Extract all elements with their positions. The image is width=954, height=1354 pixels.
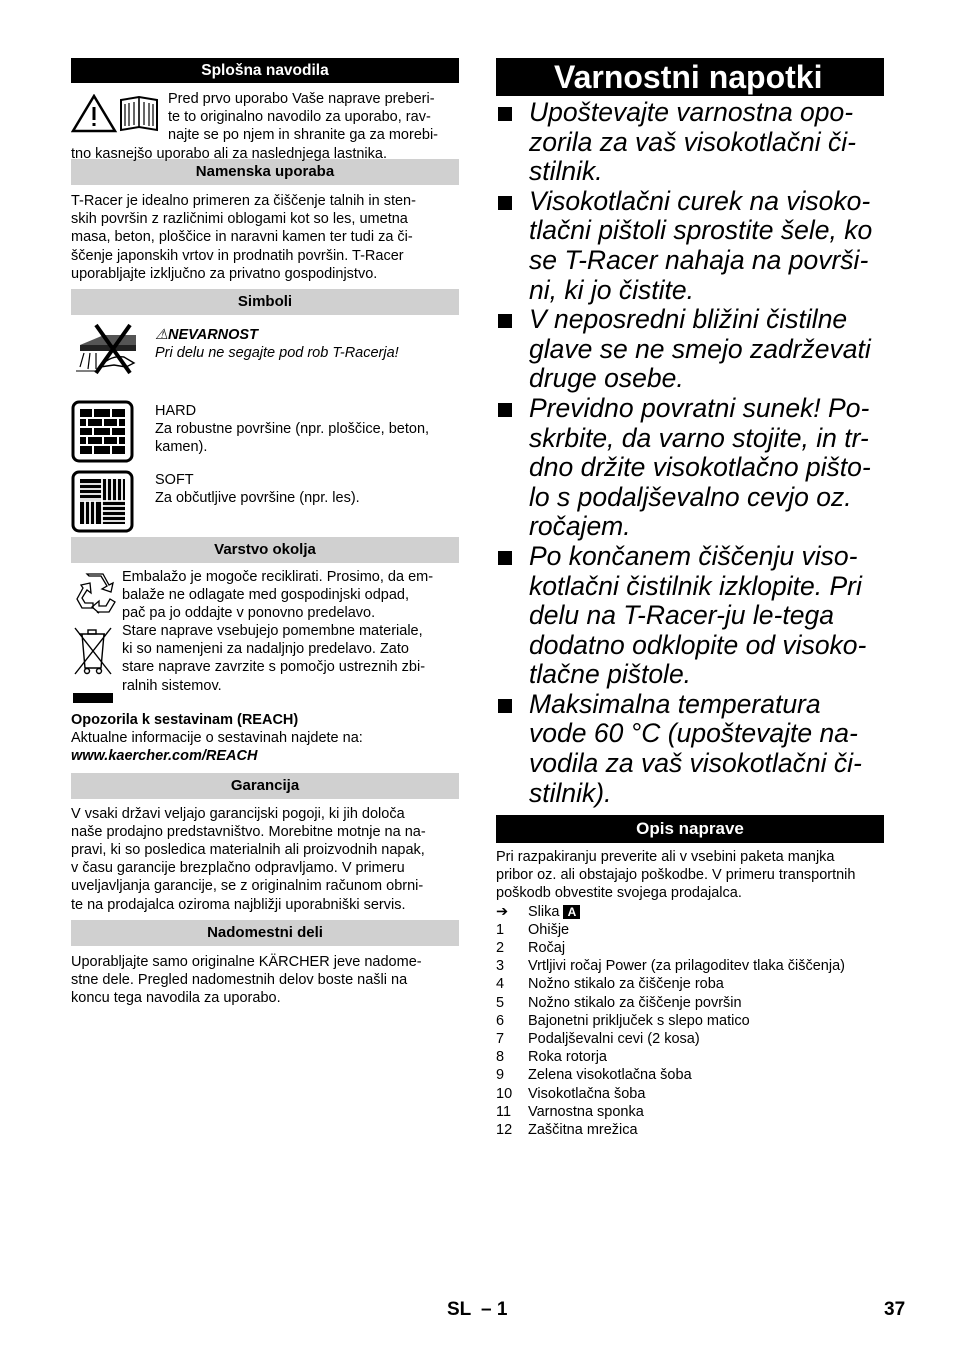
text-line: Pri razpakiranju preverite ali v vsebini paketa manjka — [496, 849, 835, 865]
text-line: te to originalno navodilo za uporabo, rav- — [168, 109, 431, 126]
square-bullet-icon — [498, 107, 512, 121]
text-line: Uporabljajte samo originalne KÄRCHER jeve nadome- — [71, 953, 422, 970]
reach-title: Opozorila k sestavinam (REACH) — [71, 712, 299, 729]
soft-note — [155, 471, 360, 507]
part-item — [496, 1012, 896, 1030]
text-line: stare naprave zavrzite s pomočjo ustreznih zbi- — [122, 659, 426, 676]
part-label: Zaščitna mrežica — [528, 1122, 638, 1139]
part-number: 10 — [496, 1085, 513, 1102]
text-line: druge osebe. — [529, 363, 684, 394]
hard-surface-icon — [71, 400, 134, 463]
text-line: Po končanem čiščenju viso- — [529, 540, 858, 571]
hard-note — [155, 402, 429, 457]
text-line: V vsaki državi veljajo garancijski pogoji, ki jih določa — [71, 805, 405, 822]
page-number: 37 — [884, 1299, 906, 1320]
text-line: uveljavljanja garancije, se z originalnim računom obrni- — [71, 878, 424, 895]
text-line: tno kasnejšo uporabo ali za naslednjega lastnika. — [71, 145, 387, 162]
warranty-text — [71, 805, 459, 914]
part-label: Vrtljivi ročaj Power (za prilagoditev tlaka čiščenja) — [528, 958, 845, 975]
text-line: poškodb obvestite svojega prodajalca. — [496, 885, 742, 902]
text-line: dodatno odklopite od visoko- — [529, 629, 867, 660]
section-heading-spare-parts: Nadomestni deli — [71, 920, 459, 946]
part-item — [496, 957, 896, 975]
text-line: delu na T-Racer-ju le-tega — [529, 600, 834, 631]
recycle-text — [122, 568, 433, 623]
part-label: Podaljševalni cevi (2 kosa) — [528, 1031, 700, 1048]
part-item — [496, 975, 896, 993]
part-number: 12 — [496, 1122, 513, 1139]
figure-reference — [496, 903, 896, 921]
text-line: T-Racer je idealno primeren za čiščenje talnih in sten- — [71, 193, 416, 209]
text-line: uporabljajte izključno za privatno gospodinjstvo. — [71, 265, 378, 282]
text-line: te na prodajalca oziroma najbližji uporabniški servis. — [71, 896, 406, 913]
part-label: Visokotlačna šoba — [528, 1085, 646, 1102]
text-line: vode 60 °C (upoštevajte na- — [529, 718, 858, 749]
part-number: 1 — [496, 921, 505, 938]
soft-text: Za občutljive površine (npr. les). — [155, 490, 360, 507]
recycle-icon — [73, 572, 117, 614]
spare-parts-text — [71, 953, 459, 1008]
square-bullet-icon — [498, 196, 512, 210]
text-line: skrbite, da varno stojite, in tr- — [529, 422, 869, 453]
text-line: lo s podaljševalno cevjo oz. — [529, 481, 852, 512]
text-line: Za robustne površine (npr. ploščice, beton, — [155, 421, 430, 438]
part-item — [496, 1066, 896, 1084]
square-bullet-icon — [498, 314, 512, 328]
text-line: koncu tega navodila za uporabo. — [71, 990, 281, 1007]
part-number: 6 — [496, 1012, 505, 1029]
text-line: V neposredni bližini čistilne — [529, 304, 848, 335]
warning-icon: ⚠ — [155, 327, 168, 344]
footer-subpage: – 1 — [481, 1299, 508, 1320]
part-label: Varnostna sponka — [528, 1103, 644, 1120]
part-label: Zelena visokotlačna šoba — [528, 1067, 692, 1084]
text-line: se T-Racer nahaja na površi- — [529, 244, 869, 275]
text-line: ščenje japonskih vrtov in prodnatih površin. T-Racer — [71, 247, 404, 264]
crossed-bin-icon — [73, 624, 113, 706]
text-line: naše prodajno predstavništvo. Morebitne motnje na na- — [71, 823, 426, 840]
figure-letter-badge: A — [563, 905, 580, 919]
safety-item — [496, 187, 884, 305]
part-number: 9 — [496, 1067, 505, 1084]
text-line: pač pa jo oddajte v ponovno predelavo. — [122, 605, 376, 622]
text-line: kotlačni čistilnik izklopite. Pri — [529, 570, 862, 601]
safety-list — [496, 98, 884, 808]
safety-item — [496, 98, 884, 187]
text-line: v času garancije brezplačno odpravljamo. V primeru — [71, 860, 405, 877]
reach-text: Aktualne informacije o sestavinah najdete na: — [71, 730, 363, 747]
text-line: Upoštevajte varnostna opo- — [529, 97, 854, 127]
text-line: ni, ki jo čistite. — [529, 274, 694, 305]
general-block — [71, 90, 459, 160]
part-number: 11 — [496, 1103, 512, 1120]
weee-text — [122, 622, 425, 695]
reach-link[interactable]: www.kaercher.com/REACH — [71, 748, 258, 765]
part-label: Nožno stikalo za čiščenje roba — [528, 976, 724, 993]
footer-language: SL — [447, 1299, 472, 1320]
text-line: vodila za vaš visokotlačni či- — [529, 748, 862, 779]
square-bullet-icon — [498, 551, 512, 565]
part-label: Ročaj — [528, 940, 566, 957]
square-bullet-icon — [498, 403, 512, 417]
part-number: 3 — [496, 958, 505, 975]
danger-label — [155, 326, 399, 344]
section-heading-symbols: Simboli — [71, 289, 459, 315]
danger-note — [155, 326, 399, 362]
hard-label: HARD — [155, 403, 197, 420]
text-line: Embalažo je mogoče reciklirati. Prosimo, da em- — [122, 569, 434, 586]
text-line: stne dele. Pregled nadomestnih delov boste našli na — [71, 972, 408, 989]
text-line: najte se po njem in shranite ga za morebi- — [168, 127, 439, 144]
part-label: Ohišje — [528, 921, 570, 938]
figure-label: Slika — [528, 903, 560, 920]
symbols-block — [71, 315, 459, 537]
arrow-right-icon: ➔ — [496, 903, 509, 920]
part-number: 7 — [496, 1031, 505, 1048]
square-bullet-icon — [498, 699, 512, 713]
do-not-reach-under-icon — [74, 323, 140, 377]
part-item — [496, 939, 896, 957]
text-line: zorila za vaš visokotlačni či- — [529, 126, 856, 157]
part-number: 5 — [496, 994, 505, 1011]
section-heading-general: Splošna navodila — [71, 58, 459, 83]
part-label: Bajonetni priključek s slepo matico — [528, 1012, 750, 1029]
general-text-indented — [168, 90, 438, 145]
right-column — [496, 58, 884, 1139]
part-item — [496, 994, 896, 1012]
part-number: 2 — [496, 940, 505, 957]
section-heading-warranty: Garancija — [71, 773, 459, 799]
text-line: skih površin z različnimi oblogami kot so les, umetna — [71, 211, 408, 228]
part-label: Nožno stikalo za čiščenje površin — [528, 994, 742, 1011]
reach-block — [71, 711, 459, 766]
section-heading-description: Opis naprave — [496, 815, 884, 843]
description-block — [496, 848, 896, 1139]
safety-heading: Varnostni napotki — [496, 58, 884, 96]
safety-item — [496, 394, 884, 542]
text-line: pravi, ki so posledica materialnih ali proizvodnih napak, — [71, 842, 425, 859]
text-line: Maksimalna temperatura — [529, 688, 821, 719]
text-line: glave se ne smejo zadrževati — [529, 333, 871, 364]
text-line: masa, beton, ploščice in naravni kamen ter tudi za či- — [71, 229, 413, 246]
soft-surface-icon — [71, 470, 134, 533]
part-label: Roka rotorja — [528, 1049, 607, 1066]
section-heading-environment: Varstvo okolja — [71, 537, 459, 563]
text-line: ki so namenjeni za nadaljnjo predelavo. Zato — [122, 641, 409, 658]
text-line: ročajem. — [529, 511, 631, 542]
text-line: stilnik). — [529, 777, 612, 808]
text-line: kamen). — [155, 439, 208, 456]
environment-block — [71, 563, 459, 701]
part-item — [496, 1085, 896, 1103]
intended-use-text — [71, 192, 459, 283]
danger-label-text: NEVARNOST — [168, 327, 258, 344]
parts-list — [496, 921, 896, 1139]
text-line: Previdno povratni sunek! Po- — [529, 392, 870, 423]
text-line: tlačne pištole. — [529, 659, 692, 690]
section-heading-intended-use: Namenska uporaba — [71, 159, 459, 185]
part-number: 4 — [496, 976, 505, 993]
text-line: Visokotlačni curek na visoko- — [529, 185, 871, 216]
danger-text: Pri delu ne segajte pod rob T-Racerja! — [155, 345, 399, 362]
text-line: dno držite visokotlačno pišto- — [529, 452, 871, 483]
text-line: balaže ne odlagate med gospodinjski odpad, — [122, 587, 409, 604]
text-line: stilnik. — [529, 156, 603, 187]
warning-manual-icon — [71, 94, 159, 134]
part-item — [496, 1121, 896, 1139]
part-number: 8 — [496, 1049, 505, 1066]
text-line: ralnih sistemov. — [122, 677, 222, 694]
safety-item — [496, 305, 884, 394]
part-item — [496, 1103, 896, 1121]
soft-label: SOFT — [155, 472, 194, 489]
left-column — [71, 58, 459, 1007]
safety-item — [496, 690, 884, 808]
part-item — [496, 1030, 896, 1048]
text-line: pribor oz. ali obstajajo poškodbe. V primeru transportnih — [496, 867, 856, 884]
text-line: tlačni pištoli sprostite šele, ko — [529, 215, 873, 246]
text-line: Pred prvo uporabo Vaše naprave preberi- — [168, 91, 435, 107]
safety-item — [496, 542, 884, 690]
part-item — [496, 1048, 896, 1066]
part-item — [496, 921, 896, 939]
text-line: Stare naprave vsebujejo pomembne materiale, — [122, 623, 423, 640]
